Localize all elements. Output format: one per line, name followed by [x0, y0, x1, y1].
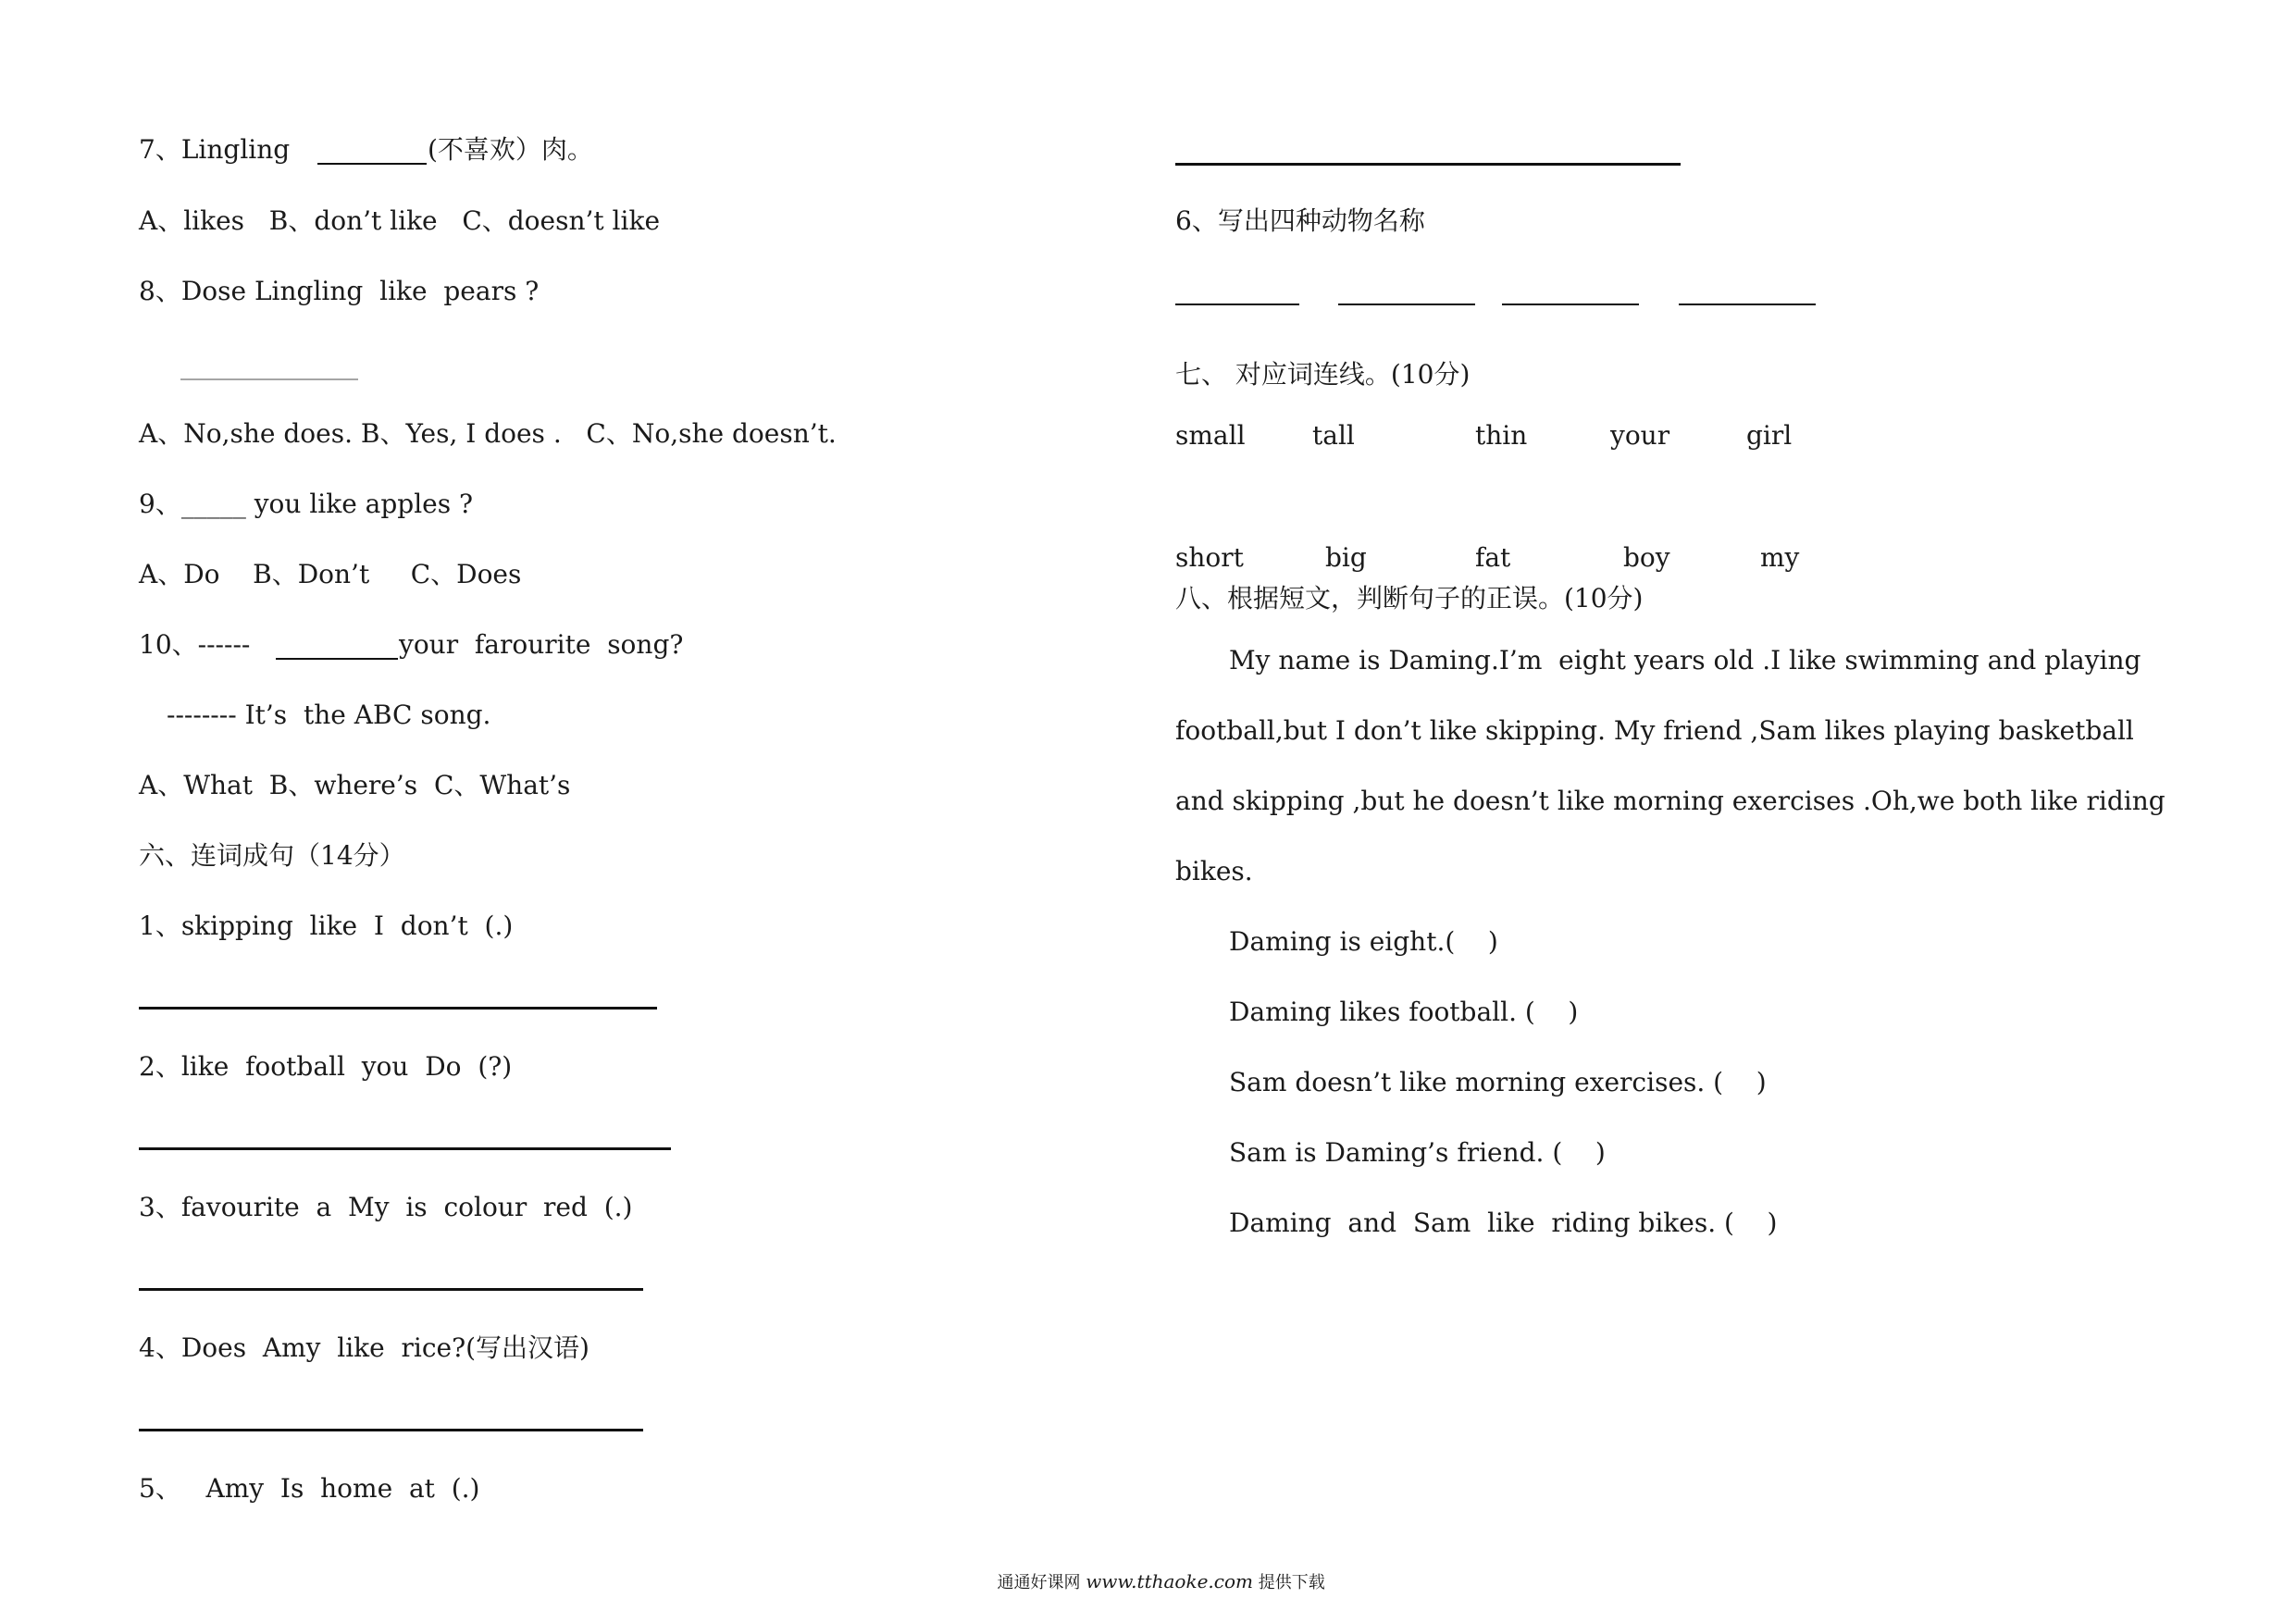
match-word[interactable]: tall — [1312, 420, 1355, 451]
passage-line: My name is Daming.I’m eight years old .I like swimming and playing — [1229, 645, 2141, 675]
match-word[interactable]: my — [1760, 542, 1800, 573]
q7-hint: (不喜欢）肉。 — [428, 134, 593, 165]
q8-answer-line[interactable]: ________________ — [180, 354, 358, 380]
passage-line: and skipping ,but he doesn’t like morning exercises .Oh,we both like riding — [1175, 786, 2166, 816]
passage-line: bikes. — [1175, 856, 1253, 886]
match-word[interactable]: short — [1175, 542, 1244, 573]
judge-statement[interactable]: Sam is Daming’s friend. ( ) — [1229, 1137, 1606, 1168]
q10-number: 10、------ — [139, 629, 251, 660]
footer-download-text: 提供下载 — [1252, 1573, 1325, 1592]
section8-title: 八、根据短文，判断句子的正误。(10分) — [1175, 583, 1644, 613]
section7-title: 七、 对应词连线。(10分) — [1175, 359, 1471, 390]
q7-number: 7、Lingling — [139, 134, 299, 165]
match-word[interactable]: girl — [1746, 420, 1793, 451]
section6-title: 六、连词成句（14分） — [139, 840, 405, 871]
q8-question: 8、Dose Lingling like pears ? — [139, 276, 540, 306]
judge-statement[interactable]: Daming likes football. ( ) — [1229, 997, 1579, 1027]
animal-blank-1[interactable] — [1175, 304, 1299, 305]
footer-site-name: 通通好课网 — [997, 1573, 1086, 1592]
match-word[interactable]: big — [1325, 542, 1367, 573]
q7-blank-line[interactable] — [317, 163, 427, 165]
animal-blank-4[interactable] — [1679, 304, 1816, 305]
section6-item: 3、favourite a My is colour red (.) — [139, 1192, 633, 1222]
section6-item: 2、like football you Do (?) — [139, 1051, 513, 1082]
footer-url-link[interactable]: www.tthaoke.com — [1086, 1570, 1253, 1592]
section6-answer-line[interactable] — [139, 1147, 671, 1150]
judge-statement[interactable]: Sam doesn’t like morning exercises. ( ) — [1229, 1067, 1767, 1097]
match-word[interactable]: fat — [1475, 542, 1511, 573]
q5-answer-line[interactable] — [1175, 163, 1681, 166]
q10-options: A、What B、where’s C、What’s — [139, 770, 571, 800]
q9-question: 9、_____ you like apples ? — [139, 489, 474, 519]
q7-options: A、likes B、don’t like C、doesn’t like — [139, 205, 661, 236]
judge-statement[interactable]: Daming and Sam like riding bikes. ( ) — [1229, 1208, 1778, 1238]
match-word[interactable]: your — [1610, 420, 1670, 451]
section6-item: 5、 Amy Is home at (.) — [139, 1473, 480, 1504]
section6-item: 4、Does Amy like rice?(写出汉语) — [139, 1332, 590, 1363]
animal-blank-3[interactable] — [1502, 304, 1639, 305]
section6-answer-line[interactable] — [139, 1429, 643, 1431]
q10-question: your farourite song? — [399, 629, 684, 660]
animal-blank-2[interactable] — [1338, 304, 1475, 305]
judge-statement[interactable]: Daming is eight.( ) — [1229, 926, 1498, 957]
passage-line: football,but I don’t like skipping. My friend ,Sam likes playing basketball — [1175, 715, 2134, 746]
q10-blank-line[interactable] — [276, 658, 398, 660]
q9-options: A、Do B、Don’t C、Does — [139, 559, 522, 589]
match-word[interactable]: thin — [1475, 420, 1528, 451]
q8-options: A、No,she does. B、Yes, I does . C、No,she doesn’t. — [139, 418, 837, 449]
match-word[interactable]: boy — [1623, 542, 1670, 573]
q10-reply: -------- It’s the ABC song. — [167, 700, 491, 730]
q6-prompt: 6、写出四种动物名称 — [1175, 205, 1425, 236]
section6-answer-line[interactable] — [139, 1288, 643, 1291]
match-word[interactable]: small — [1175, 420, 1246, 451]
footer-credit — [987, 1551, 1325, 1593]
section6-answer-line[interactable] — [139, 1007, 657, 1010]
section6-item: 1、skipping like I don’t (.) — [139, 911, 514, 941]
